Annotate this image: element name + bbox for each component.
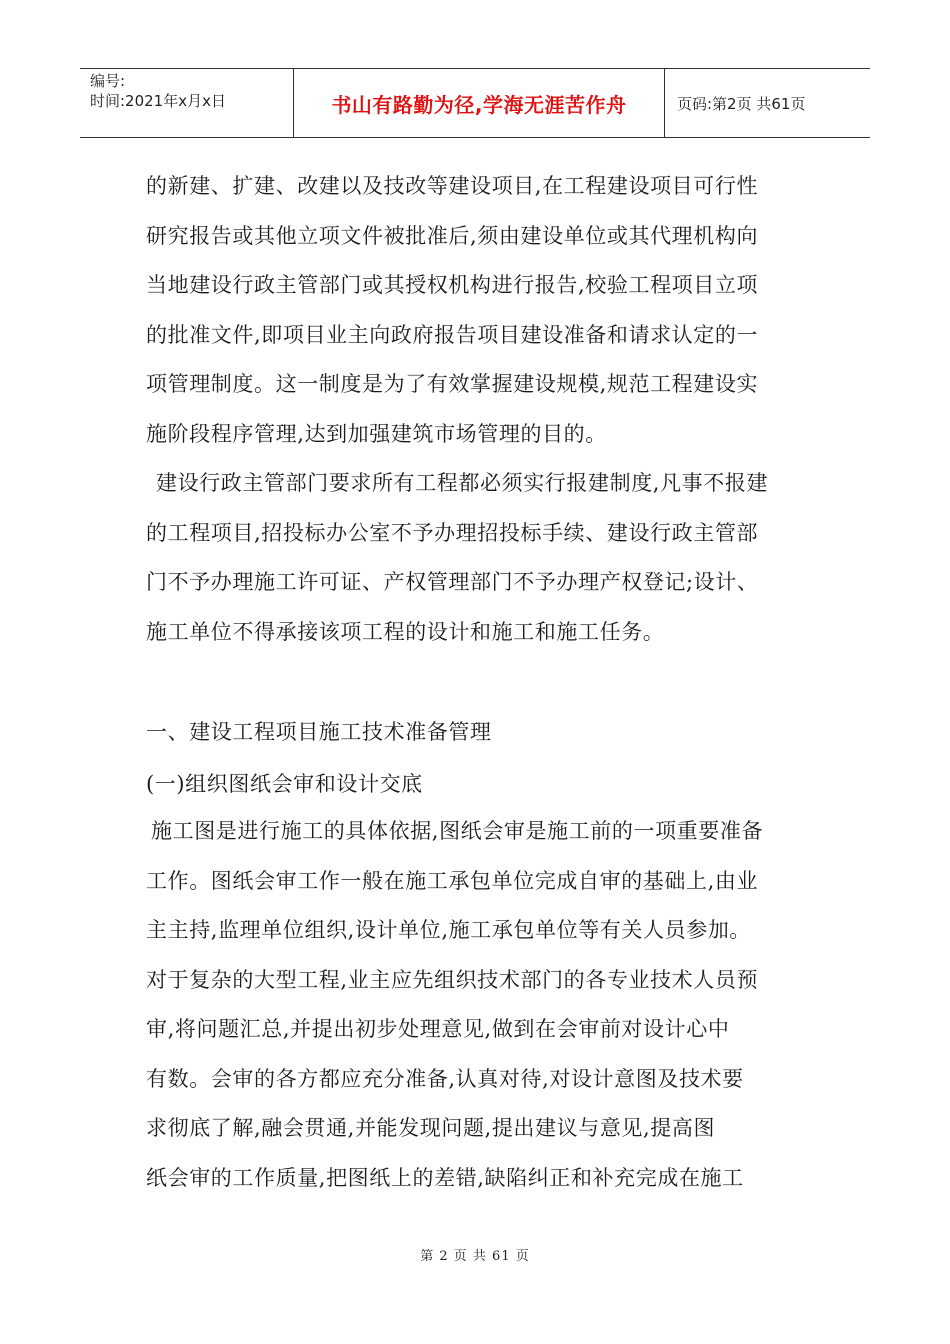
text-line: 对于复杂的大型工程,业主应先组织技术部门的各专业技术人员预 [146,967,759,992]
text-line: 有数。会审的各方都应充分准备,认真对待,对设计意图及技术要 [146,1066,744,1091]
page-header [80,68,870,138]
text-line: 施工单位不得承接该项工程的设计和施工和施工任务。 [146,619,665,644]
document-body [146,162,816,657]
text-line: 施阶段程序管理,达到加强建筑市场管理的目的。 [146,421,607,446]
paragraph-registration [146,162,816,459]
text-line: 当地建设行政主管部门或其授权机构进行报告,校验工程项目立项 [146,273,759,297]
document-number-label: 编号: [90,72,126,90]
section-heading: 一、建设工程项目施工技术准备管理 [146,720,492,744]
text-line: 纸会审的工作质量,把图纸上的差错,缺陷纠正和补充完成在施工 [146,1165,744,1190]
text-line: 的批准文件,即项目业主向政府报告项目建设准备和请求认定的一 [146,322,759,347]
page-footer: 第 2 页 共 61 页 [420,1249,530,1264]
text-line: 门不予办理施工许可证、产权管理部门不予办理产权登记;设计、 [146,570,759,594]
text-line: 的工程项目,招投标办公室不予办理招投标手续、建设行政主管部 [146,520,759,545]
text-line: 项管理制度。这一制度是为了有效掌握建设规模,规范工程建设实 [146,372,759,396]
text-line: 求彻底了解,融会贯通,并能发现问题,提出建议与意见,提高图 [146,1116,716,1140]
text-line: 施工图是进行施工的具体依据,图纸会审是施工前的一项重要准备 [151,819,764,843]
text-line: 主主持,监理单位组织,设计单位,施工承包单位等有关人员参加。 [146,918,752,942]
header-page-info: 页码:第2页 共61页 [677,94,806,113]
text-line: 工作。图纸会审工作一般在施工承包单位完成自审的基础上,由业 [146,868,759,893]
subsection-heading: (一)组织图纸会审和设计交底 [146,772,423,796]
document-date-label: 时间:2021年x月x日 [90,92,226,110]
header-motto: 书山有路勤为径,学海无涯苦作舟 [294,69,665,137]
paragraph-requirements [146,459,816,657]
paragraph-drawing-review [146,807,816,1203]
text-line: 的新建、扩建、改建以及技改等建设项目,在工程建设项目可行性 [146,174,759,198]
text-line: 建设行政主管部门要求所有工程都必须实行报建制度,凡事不报建 [156,471,769,495]
header-meta-cell [80,69,294,137]
text-line: 研究报告或其他立项文件被批准后,须由建设单位或其代理机构向 [146,223,759,248]
text-line: 审,将问题汇总,并提出初步处理意见,做到在会审前对设计心中 [146,1017,730,1041]
